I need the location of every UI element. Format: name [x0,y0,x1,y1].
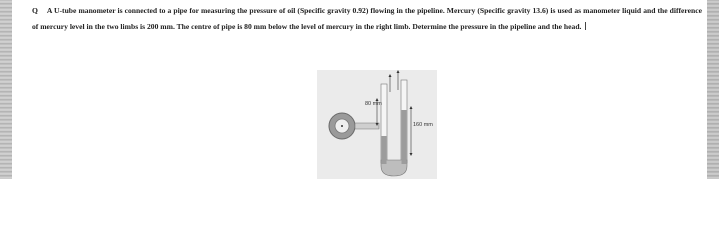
label-80mm: 80 mm [365,101,382,107]
mercury-left [382,136,387,164]
mercury-right [402,110,407,164]
text-cursor [585,22,586,30]
label-160mm: 160 mm [413,122,433,128]
pipe-centre [341,125,343,127]
pipe-connector [355,123,379,129]
question-paragraph [32,3,702,35]
document-page [12,0,707,179]
question-text: A U-tube manometer is connected to a pipe for measuring the pressure of oil (Specific gravity 0.92) flowing in the pipeline. Mercury (Specific gravity 13.6) is used as manometer liquid and the difference of mercury level in the two limbs is 200 mm. The centre of pipe is 80 mm below the level of mercury in the right limb. Determine the pressure in the pipeline and the head. [32,6,702,31]
question-label: Q [32,6,38,15]
right-edge-strip [707,0,719,179]
left-edge-strip [0,0,12,179]
manometer-figure [317,70,437,179]
manometer-diagram [317,70,437,179]
